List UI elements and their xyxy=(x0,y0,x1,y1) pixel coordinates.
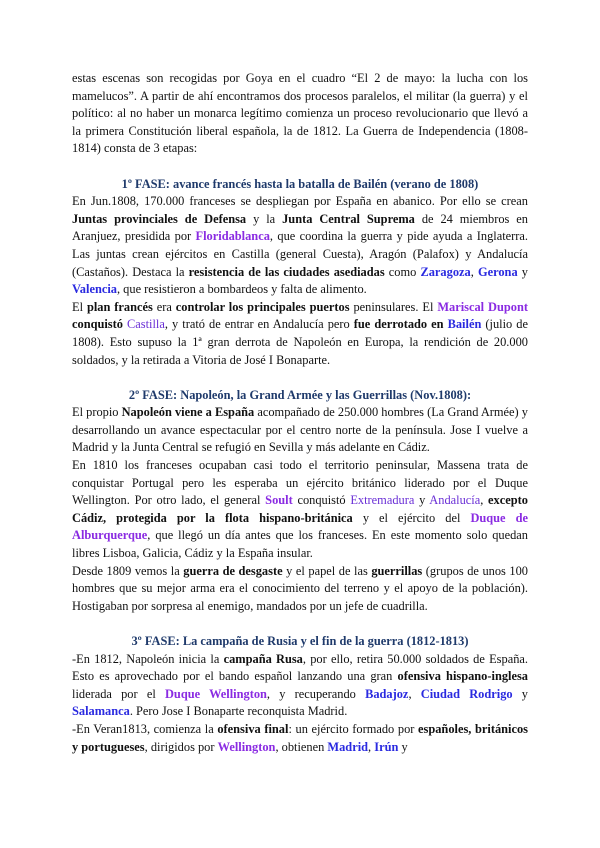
text-run: , por ello, retira 50.000 soldados de España. Esto es aprovechado por el bando español lanzando una gran xyxy=(72,651,528,684)
highlight-pl: Salamanca xyxy=(72,704,130,719)
highlight-pl: Valencia xyxy=(72,282,117,297)
highlight-b: conquistó xyxy=(72,317,123,332)
highlight-pn: Duque Wellington xyxy=(164,686,267,701)
text-run: , xyxy=(408,686,421,701)
text-run: (grupos de unos 100 hombres que su mejor arma era el conocimiento del terreno y el apoyo de la población). Hostigaban por sorpresa al enemigo, mandados por un jefe de cuadrilla. xyxy=(72,563,528,613)
highlight-b: españoles, británicos y portugueses xyxy=(72,721,528,754)
highlight-pl: Badajoz xyxy=(365,686,409,701)
highlight-b: controlar los principales puertos xyxy=(175,299,350,314)
highlight-pl: Bailén xyxy=(447,317,482,332)
highlight-b: ofensiva hispano-inglesa xyxy=(397,669,528,684)
text-run: y xyxy=(398,739,408,754)
text-run: y xyxy=(512,686,528,701)
highlight-b: Juntas provinciales de Defensa xyxy=(72,211,247,226)
highlight-pn: Mariscal Dupont xyxy=(437,299,528,314)
phase1-paragraph-2 xyxy=(72,299,528,369)
text-run: liderada por el xyxy=(72,686,165,701)
highlight-pl: Madrid xyxy=(327,739,369,754)
text-run: En Jun.1808, 170.000 franceses se despliegan por España en abanico. Por ello se crean xyxy=(72,194,528,209)
phase3-heading: 3º FASE: La campaña de Rusia y el fin de la guerra (1812-1813) xyxy=(131,634,469,648)
phase1-heading: 1º FASE: avance francés hasta la batalla de Bailén (verano de 1808) xyxy=(121,176,479,191)
phase3-paragraph-1 xyxy=(72,651,528,721)
highlight-pn: Wellington xyxy=(217,739,276,754)
spacer xyxy=(72,369,528,387)
text-run: acompañado de 250.000 hombres (La Grand Armée) y desarrollando un avance espectacular por el centro norte de la península. Jose I vuelve a Madrid y la Junta Central se refugió en Sevilla y más adelante en Cádiz. xyxy=(72,405,528,455)
text-run: , xyxy=(368,739,375,754)
highlight-pu: Castilla xyxy=(127,317,165,332)
text-run: , obtienen xyxy=(275,739,328,754)
highlight-b: plan francés xyxy=(86,299,153,314)
phase2-paragraph-2 xyxy=(72,457,528,563)
text-run: En 1810 los franceses ocupaban casi todo el territorio peninsular, Massena trata de conquistar Portugal pero les esperaba un ejército británico liderado por el Duque Wellington. Por otro lado, el general xyxy=(72,458,528,508)
highlight-b: excepto Cádiz, protegida por la flota hispano-británica xyxy=(72,493,528,525)
text-run: , xyxy=(480,493,489,508)
highlight-pl: Irún xyxy=(374,739,399,754)
text-run: : un ejército formado por xyxy=(288,721,419,736)
phase2-heading: 2º FASE: Napoleón, la Grand Armée y las Guerrillas (Nov.1808): xyxy=(128,387,472,402)
spacer xyxy=(72,158,528,176)
highlight-pl: Gerona xyxy=(477,264,518,279)
text-run: , xyxy=(470,264,478,279)
highlight-pl: Ciudad Rodrigo xyxy=(420,686,513,701)
intro-paragraph: estas escenas son recogidas por Goya en el cuadro “El 2 de mayo: la lucha con los mamelucos”. A partir de ahí encontramos dos procesos paralelos, el militar (la guerra) y el político: al no haber un monarca legítimo comienza un proceso revolucionario que llevó a la primera Constitución liberal española, la de 1812. La Guerra de Independencia (1808-1814) consta de 3 etapas: xyxy=(72,71,528,156)
text-run: como xyxy=(384,264,421,279)
text-run: era xyxy=(152,299,176,314)
phase2-paragraph-1 xyxy=(72,404,528,457)
highlight-pn: Soult xyxy=(265,493,293,508)
text-run: , que resistieron a bombardeos y falta de alimento. xyxy=(116,282,367,297)
text-run: -En Veran1813, comienza la xyxy=(72,721,218,736)
text-run: El xyxy=(72,299,87,314)
text-run: , que coordina la guerra y pide ayuda a Inglaterra. Las juntas crean ejércitos en Castilla (general Cuesta), Aragón (Palafox) y Andalucía (Castaños). Destaca la xyxy=(72,229,528,279)
text-run: peninsulares. El xyxy=(349,299,438,314)
highlight-b: guerra de desgaste xyxy=(183,563,283,578)
highlight-b: fue derrotado en xyxy=(353,317,444,332)
phase3-paragraph-2 xyxy=(72,721,528,756)
text-run: y xyxy=(517,264,528,279)
text-run: Desde 1809 vemos la xyxy=(72,563,184,578)
text-run: y xyxy=(414,493,430,508)
text-run: conquistó xyxy=(292,493,351,508)
highlight-pu: Extremadura xyxy=(350,493,415,508)
highlight-b: guerrillas xyxy=(371,563,423,578)
text-run: -En 1812, Napoleón inicia la xyxy=(72,651,224,666)
text-run: y el ejército del xyxy=(352,510,471,525)
text-run: . Pero Jose I Bonaparte reconquista Madrid. xyxy=(129,704,348,719)
text-run: de 24 miembros en Aranjuez, presidida por xyxy=(72,211,528,244)
highlight-pl: Zaragoza xyxy=(420,264,471,279)
highlight-pu: Andalucía xyxy=(429,493,481,508)
highlight-b: ofensiva final xyxy=(217,721,289,736)
text-run: , y trató de entrar en Andalucía pero xyxy=(164,317,354,332)
text-run: El propio xyxy=(72,405,122,420)
highlight-pn: Floridablanca xyxy=(195,229,270,244)
highlight-b: campaña Rusa xyxy=(223,651,303,666)
text-run: , y recuperando xyxy=(266,686,366,701)
text-run: y el papel de las xyxy=(282,563,372,578)
highlight-b: Napoleón viene a España xyxy=(121,405,255,420)
text-run: y la xyxy=(246,211,283,226)
phase1-paragraph-1 xyxy=(72,193,528,299)
highlight-pn: Duque de Alburquerque xyxy=(72,510,528,543)
highlight-b: Junta Central Suprema xyxy=(282,211,415,226)
text-run: , dirigidos por xyxy=(144,739,218,754)
spacer xyxy=(72,615,528,633)
highlight-b: resistencia de las ciudades asediadas xyxy=(188,264,385,279)
phase2-paragraph-3 xyxy=(72,563,528,616)
text-run: , que llegó un día antes que los franceses. En este momento solo quedan libres Lisboa, Galicia, Cádiz y la España insular. xyxy=(72,528,528,561)
text-run: (julio de 1808). Esto supuso la 1ª gran derrota de Napoleón en Europa, la rendición de 20.000 soldados, y la retirada a Vitoria de José I Bonaparte. xyxy=(72,317,528,367)
